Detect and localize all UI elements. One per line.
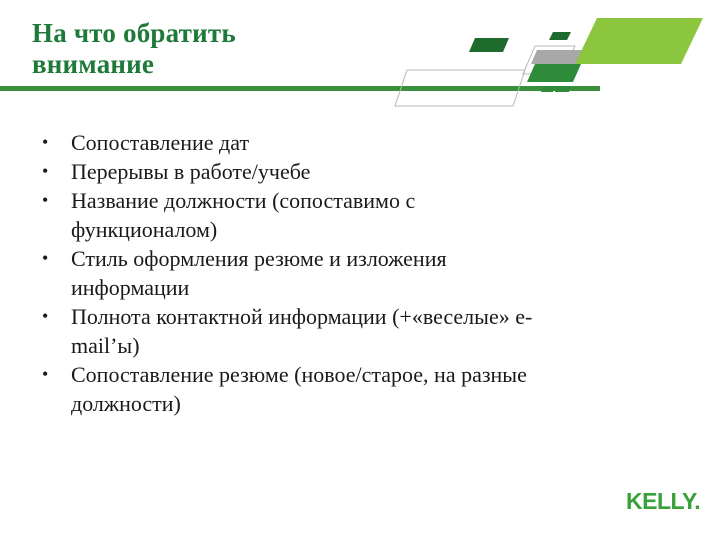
slide-title xyxy=(32,18,236,80)
bullet-text-line: должности) xyxy=(71,391,181,416)
deco-dash-2 xyxy=(555,86,571,92)
bullet-item xyxy=(42,186,682,244)
bullet-text-line: Название должности (сопоставимо с xyxy=(71,188,416,213)
bullet-item xyxy=(42,302,682,360)
deco-stripe-dark-top xyxy=(549,32,571,40)
kelly-logo: KELLY. xyxy=(626,488,701,514)
bullet-marker: • xyxy=(42,306,49,326)
bullet-text-line: Полнота контактной информации (+«веселые» e- xyxy=(71,304,533,329)
decorative-stripes-graphic xyxy=(385,8,705,118)
bullet-marker: • xyxy=(42,132,49,152)
slide-title-line-1: На что обратить xyxy=(32,18,236,48)
bullet-marker: • xyxy=(42,248,49,268)
deco-stripe-green-medium xyxy=(527,64,581,82)
deco-dash-1 xyxy=(541,86,555,92)
deco-stripe-outline-2 xyxy=(395,70,525,106)
bullet-marker: • xyxy=(42,161,49,181)
bullet-marker: • xyxy=(42,190,49,210)
deco-stripe-dark-small xyxy=(469,38,509,52)
deco-stripe-green-large xyxy=(575,18,703,64)
bullet-marker: • xyxy=(42,364,49,384)
bullet-text-line: функционалом) xyxy=(71,217,218,242)
bullet-text-line: Сопоставление резюме (новое/старое, на разные xyxy=(71,362,527,387)
bullet-text-line: Сопоставление дат xyxy=(71,130,250,155)
bullet-item xyxy=(42,244,682,302)
bullet-item xyxy=(42,360,682,418)
bullet-text-line: Перерывы в работе/учебе xyxy=(71,159,311,184)
bullet-item xyxy=(42,128,682,157)
bullet-item xyxy=(42,157,682,186)
bullet-list xyxy=(42,128,682,418)
bullet-text-line: Стиль оформления резюме и изложения xyxy=(71,246,447,271)
slide-title-line-2: внимание xyxy=(32,49,155,79)
bullet-text-line: mail’ы) xyxy=(71,333,140,358)
bullet-text-line: информации xyxy=(71,275,190,300)
